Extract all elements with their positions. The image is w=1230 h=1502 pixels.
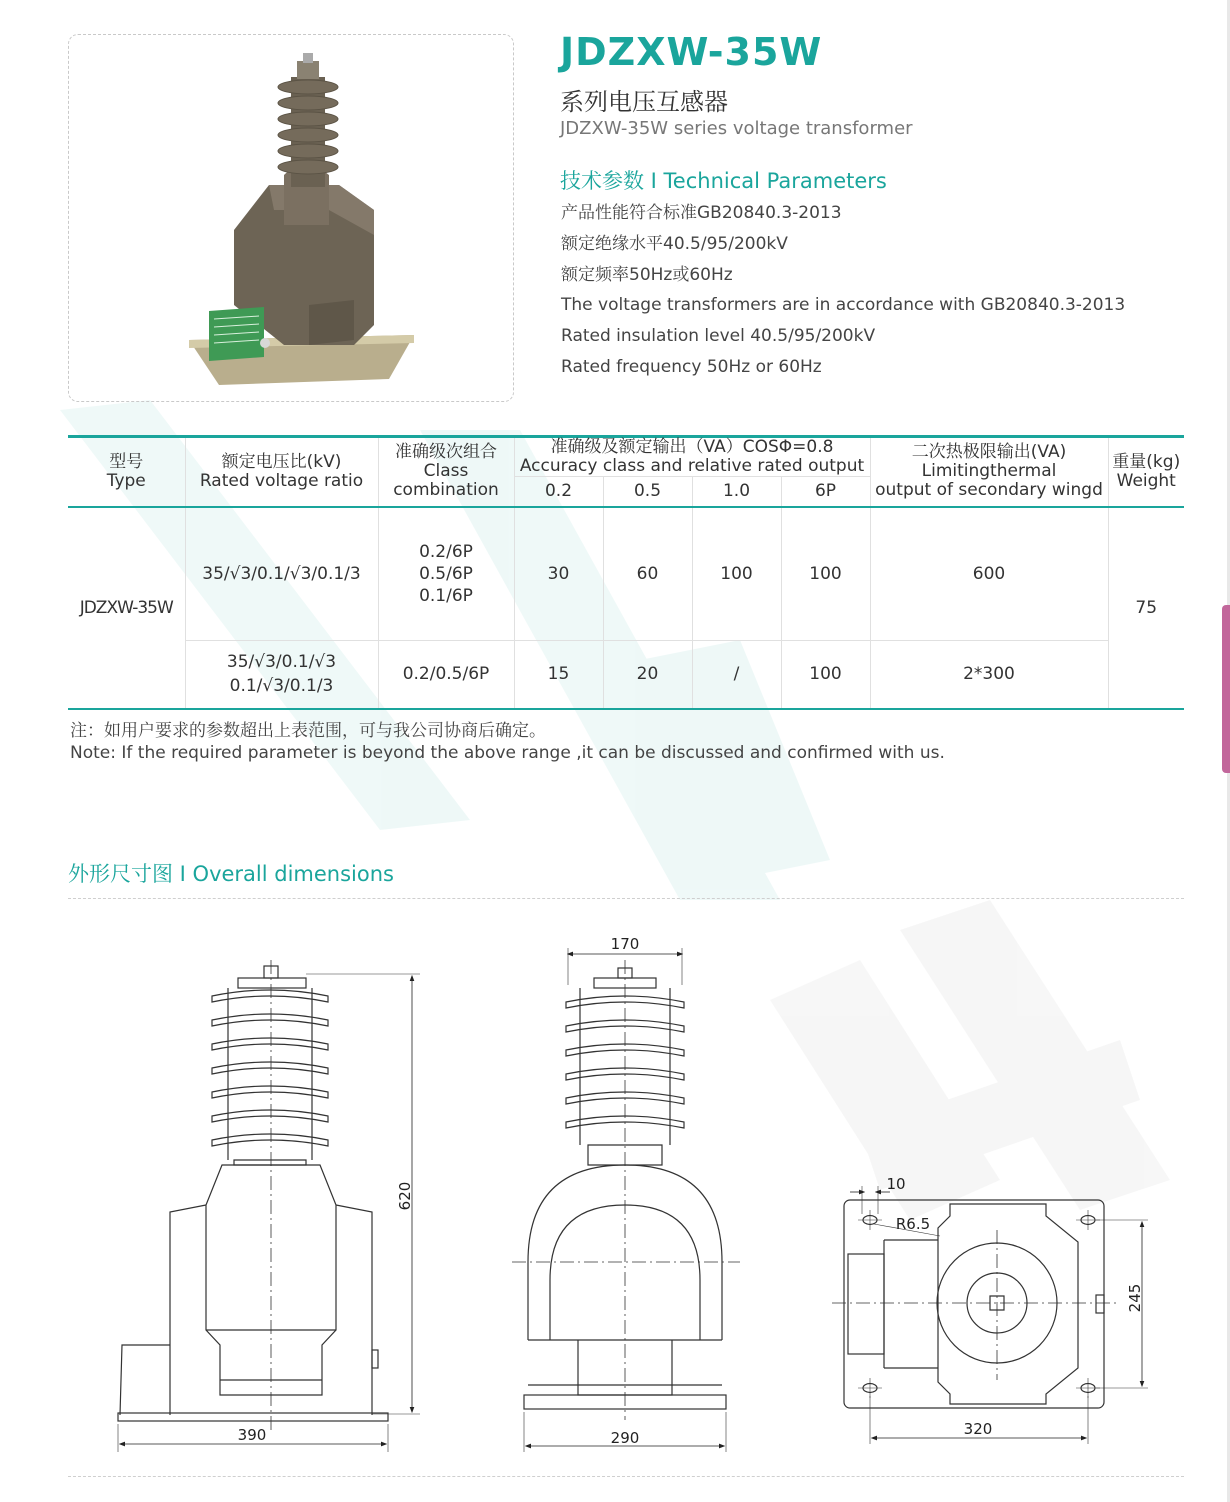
dims-heading-cn: 外形尺寸图 (68, 862, 173, 886)
cell-ratio: 35/√3/0.1/√3/0.1/3 (185, 507, 378, 641)
dim-top-width: 320 (963, 1420, 993, 1438)
cell-05: 20 (603, 641, 692, 709)
dims-heading-en: Overall dimensions (192, 862, 394, 886)
tech-heading-cn: 技术参数 (560, 169, 644, 193)
param-line: Rated frequency 50Hz or 60Hz (561, 356, 822, 377)
cell-05: 60 (603, 507, 692, 641)
dim-front-height: 620 (396, 1181, 414, 1211)
side-view (512, 948, 740, 1452)
param-line: 额定频率50Hz或60Hz (561, 264, 733, 285)
heading-divider: I (644, 169, 664, 193)
th-ratio: 额定电压比(kV) Rated voltage ratio (185, 437, 378, 507)
dim-top-hole: 10 (886, 1175, 906, 1193)
dim-front-width: 390 (237, 1426, 267, 1444)
cell-class: 0.2/0.5/6P (378, 641, 514, 709)
th-sub-10: 1.0 (692, 477, 781, 507)
cell-10: 100 (692, 507, 781, 641)
cell-ratio: 35/√3/0.1/√3 0.1/√3/0.1/3 (185, 641, 378, 709)
param-line: 额定绝缘水平40.5/95/200kV (561, 233, 788, 254)
subtitle-en: JDZXW-35W series voltage transformer (560, 118, 913, 139)
dim-top-radius: R6.5 (895, 1215, 931, 1233)
cell-10: / (692, 641, 781, 709)
cell-limit: 600 (870, 507, 1108, 641)
cell-weight: 75 (1108, 507, 1184, 709)
heading-divider: I (173, 862, 193, 886)
th-weight: 重量(kg) Weight (1112, 451, 1181, 491)
cell-6p: 100 (781, 507, 870, 641)
th-sub-02: 0.2 (514, 477, 603, 507)
cell-6p: 100 (781, 641, 870, 709)
param-line: 产品性能符合标准GB20840.3-2013 (561, 203, 842, 223)
subtitle-cn: 系列电压互感器 (560, 88, 728, 116)
th-type: 型号 Type (68, 437, 185, 507)
note-cn: 注：如用户要求的参数超出上表范围，可与我公司协商后确定。 (70, 721, 546, 741)
th-class: 准确级次组合 Class combination (378, 437, 514, 507)
th-sub-6p: 6P (781, 477, 870, 507)
dim-side-width: 290 (610, 1429, 640, 1447)
dim-top-depth: 245 (1126, 1283, 1144, 1313)
model-title: JDZXW-35W (560, 30, 823, 74)
th-sub-05: 0.5 (603, 477, 692, 507)
front-view (118, 960, 420, 1452)
dim-side-top: 170 (610, 935, 640, 953)
cell-model: JDZXW-35W (68, 507, 185, 709)
cell-class: 0.2/6P 0.5/6P 0.1/6P (378, 507, 514, 641)
tech-heading-en: Technical Parameters (663, 169, 887, 193)
top-view (832, 1186, 1148, 1444)
cell-limit: 2*300 (870, 641, 1108, 709)
cell-02: 30 (514, 507, 603, 641)
param-line: Rated insulation level 40.5/95/200kV (561, 326, 876, 347)
th-accuracy: 准确级及额定输出（VA）COSΦ=0.8 Accuracy class and relative rated output (514, 437, 870, 477)
th-limit: 二次热极限输出(VA) Limitingthermal output of secondary wingd (870, 437, 1108, 507)
note-en: Note: If the required parameter is beyond the above range ,it can be discussed and confirmed with us. (70, 743, 945, 763)
cell-02: 15 (514, 641, 603, 709)
param-line: The voltage transformers are in accordance with GB20840.3-2013 (561, 295, 1126, 316)
